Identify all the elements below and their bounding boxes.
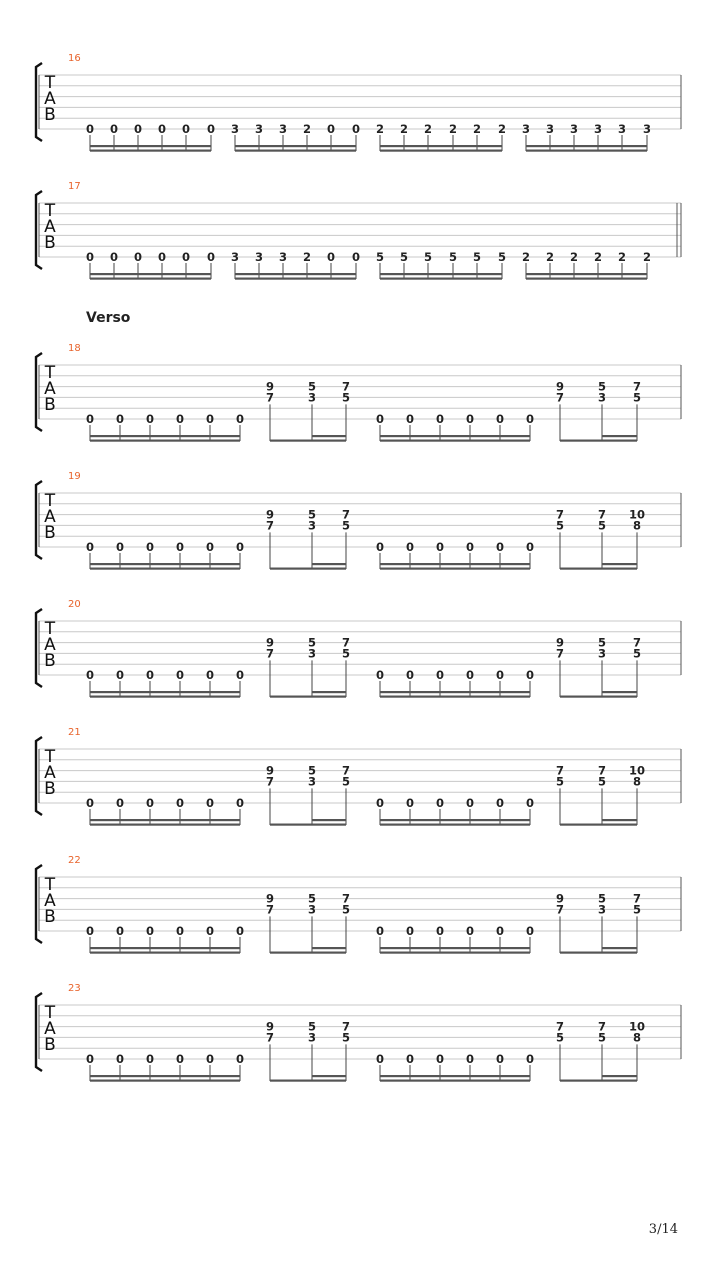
fret-number: 0 xyxy=(495,924,505,938)
beam xyxy=(270,568,346,570)
fret-number: 0 xyxy=(351,122,361,136)
fret-number: 0 xyxy=(85,1052,95,1066)
fret-number: 0 xyxy=(206,122,216,136)
fret-number: 10 xyxy=(628,763,646,778)
fret-number: 5 xyxy=(632,390,642,405)
tab-staff-17 xyxy=(0,189,720,289)
fret-number: 5 xyxy=(597,891,607,906)
beam xyxy=(90,947,240,949)
fret-number: 0 xyxy=(206,250,216,264)
fret-number: 0 xyxy=(205,924,215,938)
fret-number: 0 xyxy=(115,412,125,426)
beam xyxy=(90,691,240,693)
beam xyxy=(90,696,240,698)
beam xyxy=(560,952,637,954)
fret-number: 0 xyxy=(115,924,125,938)
fret-number: 9 xyxy=(265,891,275,906)
fret-number: 5 xyxy=(341,390,351,405)
fret-number: 0 xyxy=(85,796,95,810)
tab-clef-a: A xyxy=(44,379,56,399)
fret-number: 0 xyxy=(495,668,505,682)
fret-number: 5 xyxy=(597,774,607,789)
beam xyxy=(90,563,240,565)
measure-number: 19 xyxy=(68,471,81,482)
fret-number: 9 xyxy=(265,635,275,650)
fret-number: 0 xyxy=(435,924,445,938)
fret-number: 0 xyxy=(175,412,185,426)
fret-number: 0 xyxy=(525,668,535,682)
fret-number: 7 xyxy=(597,1019,607,1034)
tab-clef-t: T xyxy=(44,1003,56,1023)
fret-number: 5 xyxy=(307,507,317,522)
measure-number: 22 xyxy=(68,855,81,866)
fret-number: 0 xyxy=(85,122,95,136)
fret-number: 0 xyxy=(525,412,535,426)
fret-number: 0 xyxy=(375,540,385,554)
fret-number: 0 xyxy=(133,250,143,264)
tab-clef-a: A xyxy=(44,763,56,783)
fret-number: 3 xyxy=(230,122,240,136)
fret-number: 5 xyxy=(472,250,482,264)
fret-number: 0 xyxy=(157,250,167,264)
fret-number: 5 xyxy=(341,902,351,917)
fret-number: 5 xyxy=(307,763,317,778)
fret-number: 2 xyxy=(448,122,458,136)
fret-number: 7 xyxy=(632,891,642,906)
fret-number: 5 xyxy=(307,379,317,394)
fret-number: 2 xyxy=(399,122,409,136)
beam xyxy=(380,440,530,442)
beam xyxy=(312,819,346,821)
tab-clef-t: T xyxy=(44,201,56,221)
fret-number: 0 xyxy=(235,668,245,682)
fret-number: 0 xyxy=(495,412,505,426)
fret-number: 0 xyxy=(85,924,95,938)
fret-number: 3 xyxy=(521,122,531,136)
fret-number: 3 xyxy=(307,774,317,789)
fret-number: 0 xyxy=(435,668,445,682)
tab-clef-a: A xyxy=(44,89,56,109)
beam xyxy=(380,691,530,693)
beam xyxy=(602,435,637,437)
beam xyxy=(380,435,530,437)
tab-clef-b: B xyxy=(44,651,56,671)
fret-number: 7 xyxy=(555,507,565,522)
fret-number: 0 xyxy=(435,412,445,426)
fret-number: 0 xyxy=(326,250,336,264)
tab-staff-22 xyxy=(0,863,720,963)
fret-number: 3 xyxy=(254,250,264,264)
fret-number: 7 xyxy=(341,1019,351,1034)
fret-number: 7 xyxy=(555,1019,565,1034)
fret-number: 3 xyxy=(597,646,607,661)
fret-number: 7 xyxy=(597,763,607,778)
beam xyxy=(270,440,346,442)
tab-clef-t: T xyxy=(44,363,56,383)
fret-number: 3 xyxy=(617,122,627,136)
tab-clef-t: T xyxy=(44,491,56,511)
fret-number: 0 xyxy=(85,668,95,682)
tab-clef-t: T xyxy=(44,747,56,767)
fret-number: 3 xyxy=(278,250,288,264)
fret-number: 7 xyxy=(341,763,351,778)
beam xyxy=(270,824,346,826)
fret-number: 0 xyxy=(375,668,385,682)
fret-number: 2 xyxy=(472,122,482,136)
fret-number: 3 xyxy=(642,122,652,136)
beam xyxy=(560,440,637,442)
fret-number: 8 xyxy=(632,518,642,533)
beam xyxy=(602,819,637,821)
tab-staff-21 xyxy=(0,735,720,835)
fret-number: 5 xyxy=(307,635,317,650)
fret-number: 0 xyxy=(175,796,185,810)
fret-number: 3 xyxy=(545,122,555,136)
fret-number: 0 xyxy=(405,924,415,938)
fret-number: 0 xyxy=(435,1052,445,1066)
beam xyxy=(380,278,502,280)
fret-number: 5 xyxy=(597,379,607,394)
fret-number: 7 xyxy=(555,390,565,405)
measure-number: 18 xyxy=(68,343,81,354)
tab-staff-18 xyxy=(0,351,720,451)
fret-number: 0 xyxy=(235,796,245,810)
fret-number: 0 xyxy=(145,1052,155,1066)
fret-number: 0 xyxy=(495,540,505,554)
tab-clef-b: B xyxy=(44,233,56,253)
beam xyxy=(602,691,637,693)
fret-number: 0 xyxy=(405,796,415,810)
beam xyxy=(526,150,647,152)
fret-number: 0 xyxy=(235,924,245,938)
beam xyxy=(380,563,530,565)
fret-number: 9 xyxy=(265,507,275,522)
tab-staff-19 xyxy=(0,479,720,579)
fret-number: 0 xyxy=(205,412,215,426)
fret-number: 0 xyxy=(181,250,191,264)
fret-number: 0 xyxy=(175,1052,185,1066)
fret-number: 5 xyxy=(307,1019,317,1034)
beam xyxy=(90,1075,240,1077)
fret-number: 5 xyxy=(555,518,565,533)
fret-number: 3 xyxy=(278,122,288,136)
tab-clef-b: B xyxy=(44,1035,56,1055)
fret-number: 3 xyxy=(307,390,317,405)
fret-number: 7 xyxy=(632,379,642,394)
fret-number: 0 xyxy=(157,122,167,136)
beam xyxy=(90,150,211,152)
fret-number: 0 xyxy=(435,540,445,554)
fret-number: 0 xyxy=(375,412,385,426)
fret-number: 5 xyxy=(375,250,385,264)
fret-number: 3 xyxy=(307,902,317,917)
beam xyxy=(380,696,530,698)
measure-number: 20 xyxy=(68,599,81,610)
fret-number: 2 xyxy=(545,250,555,264)
fret-number: 0 xyxy=(525,796,535,810)
beam xyxy=(90,435,240,437)
fret-number: 0 xyxy=(85,250,95,264)
fret-number: 9 xyxy=(555,891,565,906)
fret-number: 9 xyxy=(265,379,275,394)
beam xyxy=(560,1080,637,1082)
beam xyxy=(235,278,356,280)
fret-number: 5 xyxy=(341,1030,351,1045)
beam xyxy=(312,563,346,565)
tab-clef-a: A xyxy=(44,891,56,911)
fret-number: 0 xyxy=(115,796,125,810)
beam xyxy=(90,145,211,147)
fret-number: 0 xyxy=(85,540,95,554)
fret-number: 0 xyxy=(405,1052,415,1066)
beam xyxy=(380,824,530,826)
measure-number: 16 xyxy=(68,53,81,64)
fret-number: 7 xyxy=(341,891,351,906)
beam xyxy=(380,150,502,152)
fret-number: 7 xyxy=(597,507,607,522)
fret-number: 0 xyxy=(235,412,245,426)
beam xyxy=(90,273,211,275)
tab-staff-23 xyxy=(0,991,720,1091)
beam xyxy=(560,568,637,570)
fret-number: 2 xyxy=(375,122,385,136)
fret-number: 5 xyxy=(555,1030,565,1045)
beam xyxy=(602,1075,637,1077)
fret-number: 0 xyxy=(175,924,185,938)
beam xyxy=(380,819,530,821)
fret-number: 7 xyxy=(341,507,351,522)
fret-number: 0 xyxy=(181,122,191,136)
fret-number: 7 xyxy=(555,646,565,661)
fret-number: 0 xyxy=(465,1052,475,1066)
fret-number: 2 xyxy=(302,122,312,136)
fret-number: 7 xyxy=(341,635,351,650)
fret-number: 5 xyxy=(497,250,507,264)
fret-number: 5 xyxy=(307,891,317,906)
fret-number: 2 xyxy=(617,250,627,264)
fret-number: 3 xyxy=(597,902,607,917)
fret-number: 7 xyxy=(265,518,275,533)
tab-staff-20 xyxy=(0,607,720,707)
measure-number: 21 xyxy=(68,727,81,738)
tab-clef-a: A xyxy=(44,1019,56,1039)
fret-number: 0 xyxy=(525,1052,535,1066)
beam xyxy=(380,1080,530,1082)
fret-number: 2 xyxy=(569,250,579,264)
fret-number: 9 xyxy=(555,635,565,650)
beam xyxy=(526,145,647,147)
fret-number: 0 xyxy=(145,796,155,810)
fret-number: 2 xyxy=(302,250,312,264)
fret-number: 7 xyxy=(265,390,275,405)
beam xyxy=(90,824,240,826)
fret-number: 0 xyxy=(175,540,185,554)
beam xyxy=(380,145,502,147)
fret-number: 5 xyxy=(597,1030,607,1045)
fret-number: 0 xyxy=(375,1052,385,1066)
fret-number: 5 xyxy=(341,518,351,533)
fret-number: 0 xyxy=(326,122,336,136)
fret-number: 0 xyxy=(133,122,143,136)
fret-number: 0 xyxy=(525,924,535,938)
fret-number: 2 xyxy=(497,122,507,136)
fret-number: 8 xyxy=(632,774,642,789)
beam xyxy=(312,1075,346,1077)
fret-number: 0 xyxy=(205,540,215,554)
beam xyxy=(526,273,647,275)
fret-number: 0 xyxy=(405,412,415,426)
fret-number: 7 xyxy=(555,902,565,917)
fret-number: 5 xyxy=(341,774,351,789)
fret-number: 0 xyxy=(495,796,505,810)
fret-number: 0 xyxy=(145,540,155,554)
fret-number: 3 xyxy=(569,122,579,136)
fret-number: 0 xyxy=(175,668,185,682)
page-number: 3/14 xyxy=(648,1222,678,1237)
tab-clef-b: B xyxy=(44,395,56,415)
fret-number: 0 xyxy=(145,668,155,682)
fret-number: 0 xyxy=(235,1052,245,1066)
fret-number: 7 xyxy=(555,763,565,778)
fret-number: 7 xyxy=(265,1030,275,1045)
tab-clef-a: A xyxy=(44,217,56,237)
fret-number: 0 xyxy=(351,250,361,264)
fret-number: 7 xyxy=(265,902,275,917)
beam xyxy=(526,278,647,280)
beam xyxy=(380,952,530,954)
fret-number: 0 xyxy=(465,540,475,554)
fret-number: 2 xyxy=(521,250,531,264)
fret-number: 0 xyxy=(375,796,385,810)
beam xyxy=(312,435,346,437)
fret-number: 0 xyxy=(85,412,95,426)
fret-number: 0 xyxy=(115,668,125,682)
fret-number: 0 xyxy=(465,412,475,426)
tab-staff-16 xyxy=(0,61,720,161)
fret-number: 5 xyxy=(399,250,409,264)
fret-number: 10 xyxy=(628,507,646,522)
fret-number: 0 xyxy=(465,668,475,682)
measure-number: 17 xyxy=(68,181,81,192)
fret-number: 0 xyxy=(205,668,215,682)
fret-number: 3 xyxy=(254,122,264,136)
beam xyxy=(235,145,356,147)
fret-number: 3 xyxy=(307,1030,317,1045)
fret-number: 5 xyxy=(341,646,351,661)
beam xyxy=(602,947,637,949)
beam xyxy=(90,440,240,442)
beam xyxy=(380,1075,530,1077)
fret-number: 5 xyxy=(423,250,433,264)
beam xyxy=(560,824,637,826)
fret-number: 3 xyxy=(307,646,317,661)
fret-number: 5 xyxy=(448,250,458,264)
tab-clef-b: B xyxy=(44,779,56,799)
fret-number: 0 xyxy=(109,122,119,136)
tab-clef-a: A xyxy=(44,507,56,527)
fret-number: 0 xyxy=(435,796,445,810)
fret-number: 8 xyxy=(632,1030,642,1045)
fret-number: 3 xyxy=(593,122,603,136)
fret-number: 7 xyxy=(265,774,275,789)
fret-number: 0 xyxy=(205,1052,215,1066)
fret-number: 3 xyxy=(230,250,240,264)
tab-clef-b: B xyxy=(44,907,56,927)
beam xyxy=(312,691,346,693)
fret-number: 5 xyxy=(597,518,607,533)
beam xyxy=(602,563,637,565)
fret-number: 7 xyxy=(265,646,275,661)
fret-number: 3 xyxy=(597,390,607,405)
beam xyxy=(560,696,637,698)
fret-number: 9 xyxy=(265,1019,275,1034)
fret-number: 5 xyxy=(632,646,642,661)
beam xyxy=(380,947,530,949)
tab-clef-t: T xyxy=(44,73,56,93)
measure-number: 23 xyxy=(68,983,81,994)
fret-number: 5 xyxy=(632,902,642,917)
tab-clef-b: B xyxy=(44,523,56,543)
fret-number: 0 xyxy=(405,540,415,554)
fret-number: 0 xyxy=(235,540,245,554)
fret-number: 0 xyxy=(465,796,475,810)
fret-number: 2 xyxy=(642,250,652,264)
fret-number: 9 xyxy=(265,763,275,778)
fret-number: 10 xyxy=(628,1019,646,1034)
beam xyxy=(90,819,240,821)
fret-number: 2 xyxy=(593,250,603,264)
beam xyxy=(270,952,346,954)
fret-number: 3 xyxy=(307,518,317,533)
fret-number: 7 xyxy=(341,379,351,394)
beam xyxy=(270,696,346,698)
beam xyxy=(380,568,530,570)
beam xyxy=(312,947,346,949)
beam xyxy=(270,1080,346,1082)
tab-clef-a: A xyxy=(44,635,56,655)
beam xyxy=(380,273,502,275)
fret-number: 0 xyxy=(495,1052,505,1066)
beam xyxy=(90,1080,240,1082)
fret-number: 5 xyxy=(597,635,607,650)
fret-number: 0 xyxy=(145,924,155,938)
fret-number: 9 xyxy=(555,379,565,394)
fret-number: 7 xyxy=(632,635,642,650)
fret-number: 0 xyxy=(115,1052,125,1066)
tab-clef-t: T xyxy=(44,875,56,895)
fret-number: 2 xyxy=(423,122,433,136)
fret-number: 5 xyxy=(555,774,565,789)
section-label-verso: Verso xyxy=(86,310,131,326)
fret-number: 0 xyxy=(405,668,415,682)
fret-number: 0 xyxy=(465,924,475,938)
fret-number: 0 xyxy=(525,540,535,554)
fret-number: 0 xyxy=(115,540,125,554)
beam xyxy=(90,278,211,280)
beam xyxy=(90,568,240,570)
beam xyxy=(235,273,356,275)
tab-clef-t: T xyxy=(44,619,56,639)
fret-number: 0 xyxy=(109,250,119,264)
tab-clef-b: B xyxy=(44,105,56,125)
beam xyxy=(90,952,240,954)
beam xyxy=(235,150,356,152)
fret-number: 0 xyxy=(145,412,155,426)
fret-number: 0 xyxy=(205,796,215,810)
fret-number: 0 xyxy=(375,924,385,938)
